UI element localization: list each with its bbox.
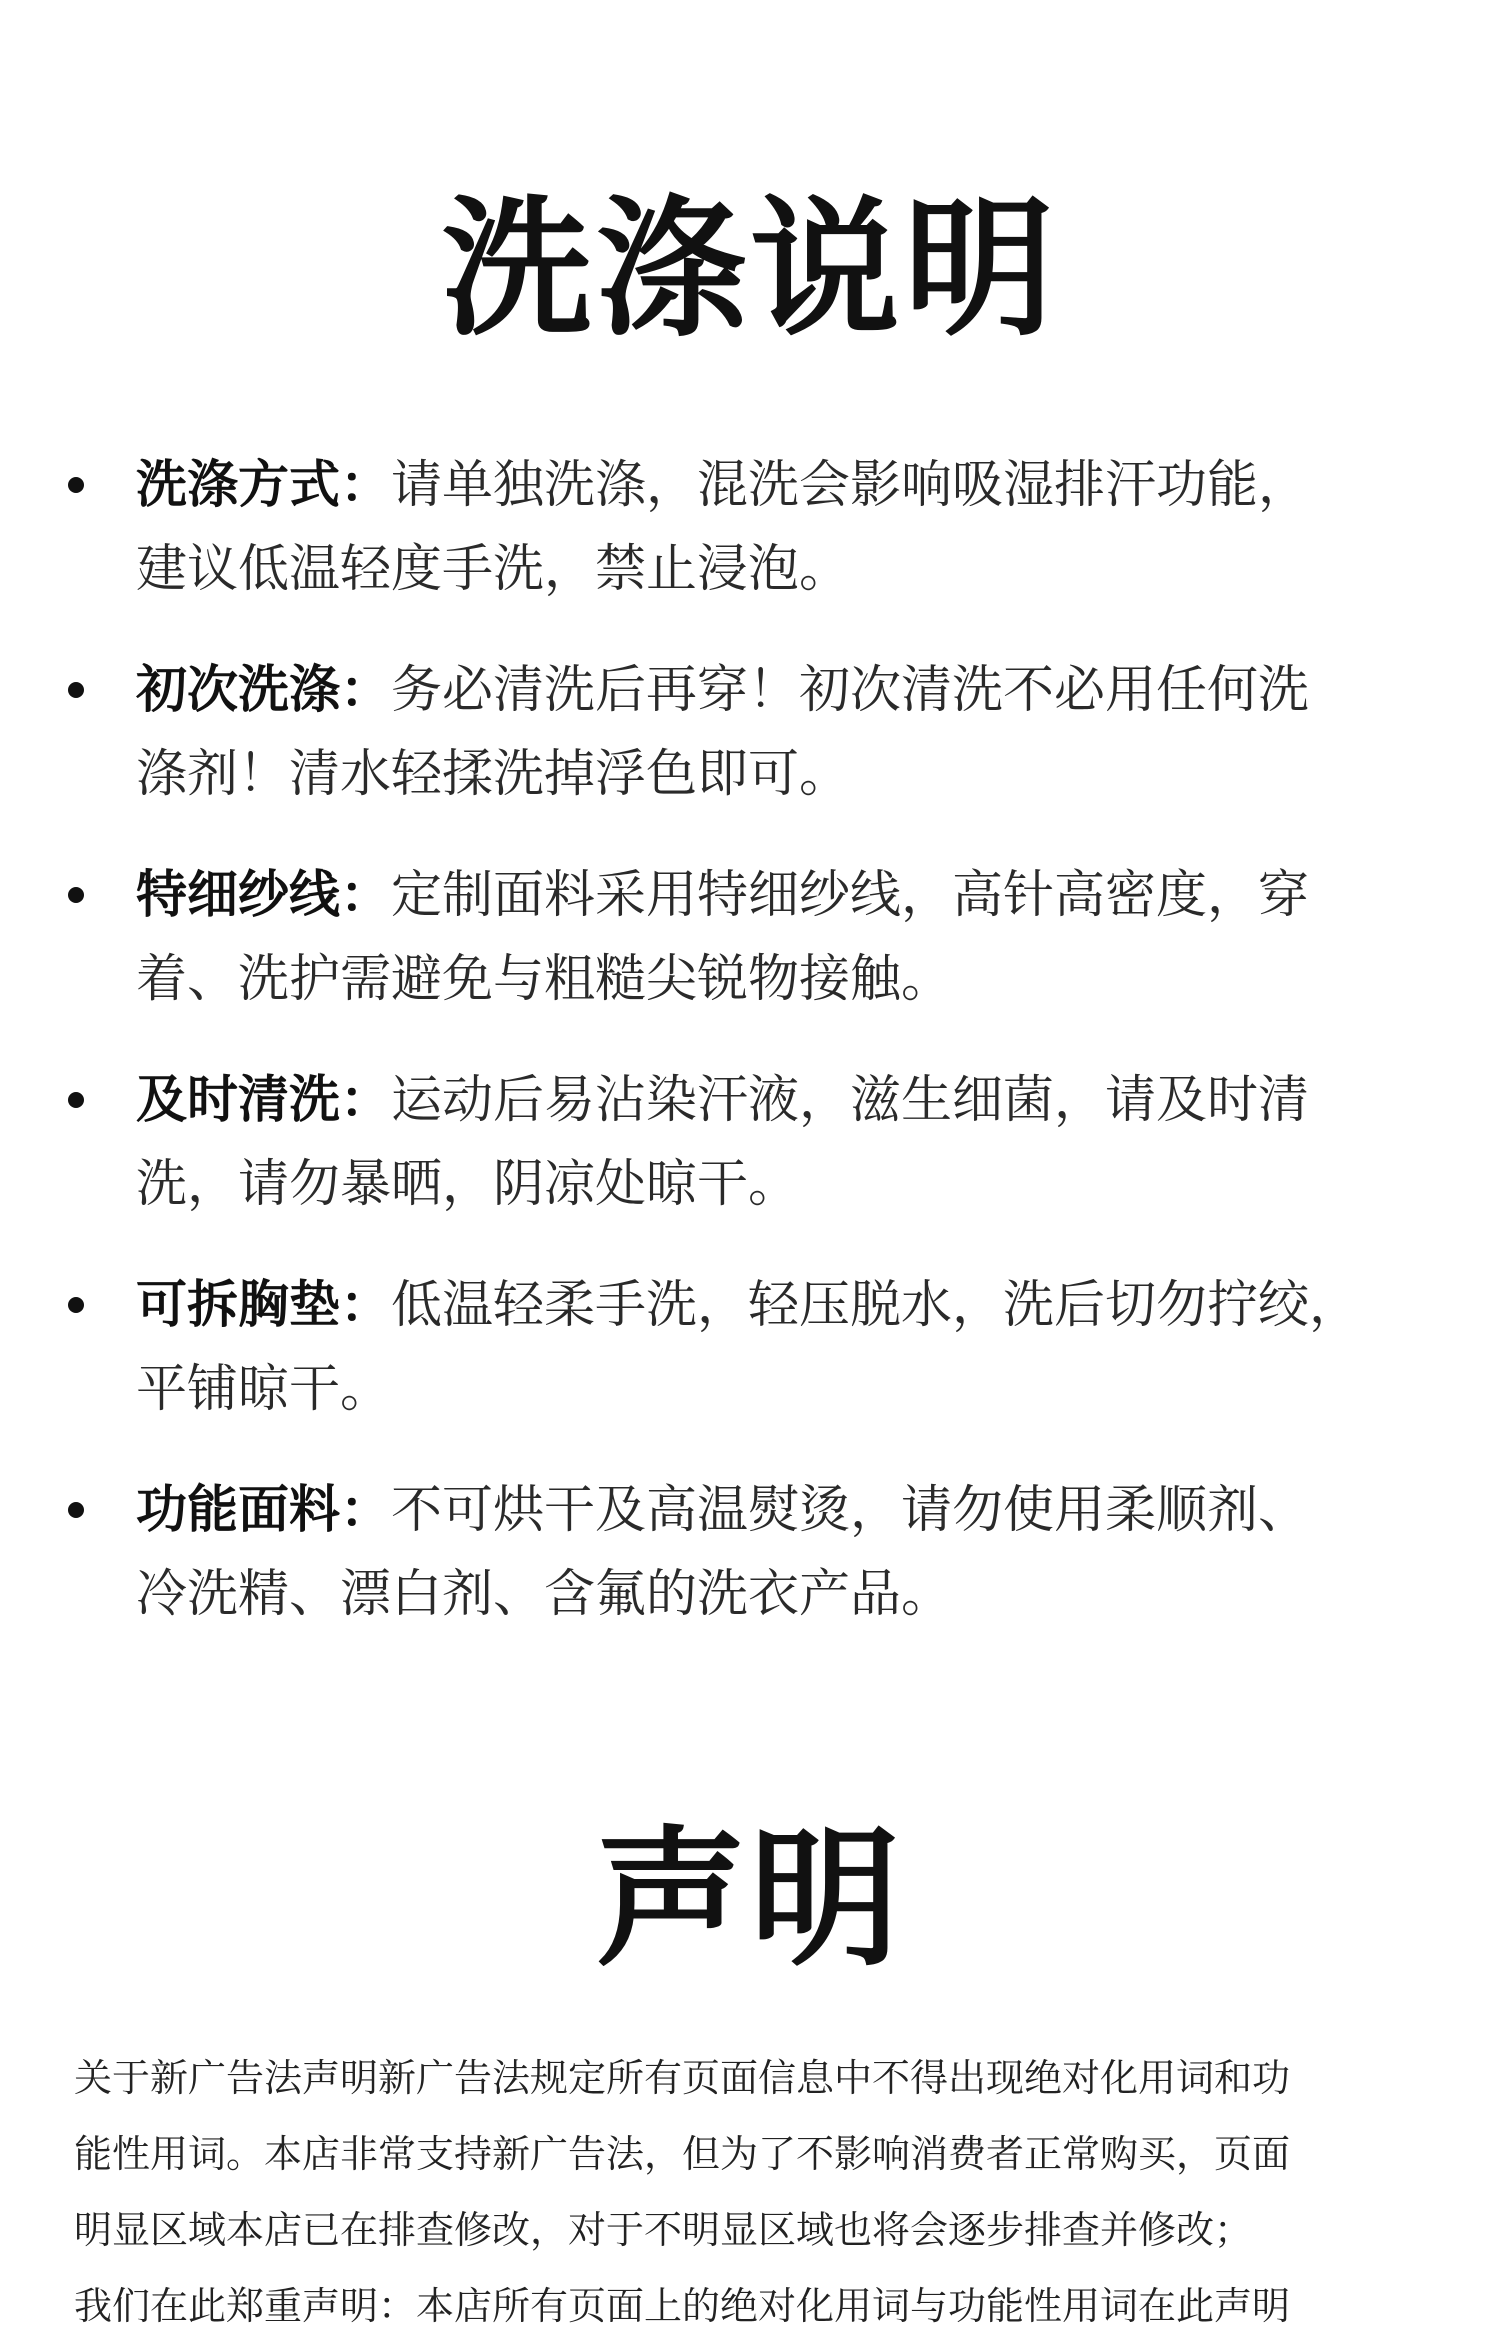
list-item: [68, 1469, 1468, 1674]
bullet-icon: [68, 682, 84, 698]
item-line-2: 冷洗精、漂白剂、含氟的洗衣产品。: [136, 1565, 953, 1624]
item-line-2: 洗，请勿暴晒，阴凉处晾干。: [136, 1155, 800, 1214]
item-line-1: [136, 854, 1468, 938]
statement-body: [74, 2040, 1434, 2344]
statement-title: 声明: [595, 1813, 904, 1987]
item-line-2: 着、洗护需避免与粗糙尖锐物接触。: [136, 950, 953, 1009]
item-text: 请单独洗涤，混洗会影响吸湿排汗功能，: [391, 456, 1310, 515]
bullet-icon: [68, 887, 84, 903]
item-term: 可拆胸垫：: [136, 1276, 392, 1335]
item-text: 定制面料采用特细纱线，高针高密度，穿: [391, 866, 1310, 925]
bullet-icon: [68, 1092, 84, 1108]
item-line-1: [136, 649, 1468, 733]
list-item: [68, 1264, 1468, 1469]
statement-line: 我们在此郑重声明：本店所有页面上的绝对化用词与功能性用词在此声明: [74, 2284, 1291, 2328]
item-text: 低温轻柔手洗，轻压脱水，洗后切勿拧绞，: [391, 1276, 1361, 1335]
item-line-2: 平铺晾干。: [136, 1360, 392, 1419]
item-text: 运动后易沾染汗液，滋生细菌，请及时清: [391, 1071, 1310, 1130]
item-line-1: [136, 1059, 1468, 1143]
list-item: [68, 854, 1468, 1059]
item-line-1: [136, 444, 1468, 528]
item-term: 功能面料：: [136, 1481, 392, 1540]
list-item: [68, 444, 1468, 649]
item-term: 特细纱线：: [136, 866, 392, 925]
item-line-1: [136, 1264, 1468, 1348]
bullet-icon: [68, 477, 84, 493]
wash-instructions-list: [68, 444, 1468, 1674]
list-item: [68, 1059, 1468, 1264]
list-item: [68, 649, 1468, 854]
item-term: 洗涤方式：: [136, 456, 392, 515]
bullet-icon: [68, 1502, 84, 1518]
statement-line: 能性用词。本店非常支持新广告法，但为了不影响消费者正常购买，页面: [74, 2132, 1291, 2176]
wash-instructions-title: 洗涤说明: [441, 183, 1058, 357]
statement-line: 明显区域本店已在排查修改，对于不明显区域也将会逐步排查并修改；: [74, 2208, 1253, 2252]
bullet-icon: [68, 1297, 84, 1313]
item-line-1: [136, 1469, 1468, 1553]
item-line-2: 建议低温轻度手洗，禁止浸泡。: [136, 540, 851, 599]
item-text: 务必清洗后再穿！初次清洗不必用任何洗: [391, 661, 1310, 720]
item-term: 及时清洗：: [136, 1071, 392, 1130]
item-line-2: 涤剂！清水轻揉洗掉浮色即可。: [136, 745, 851, 804]
statement-line: 关于新广告法声明新广告法规定所有页面信息中不得出现绝对化用词和功: [74, 2056, 1291, 2100]
item-text: 不可烘干及高温熨烫，请勿使用柔顺剂、: [391, 1481, 1310, 1540]
item-term: 初次洗涤：: [136, 661, 392, 720]
